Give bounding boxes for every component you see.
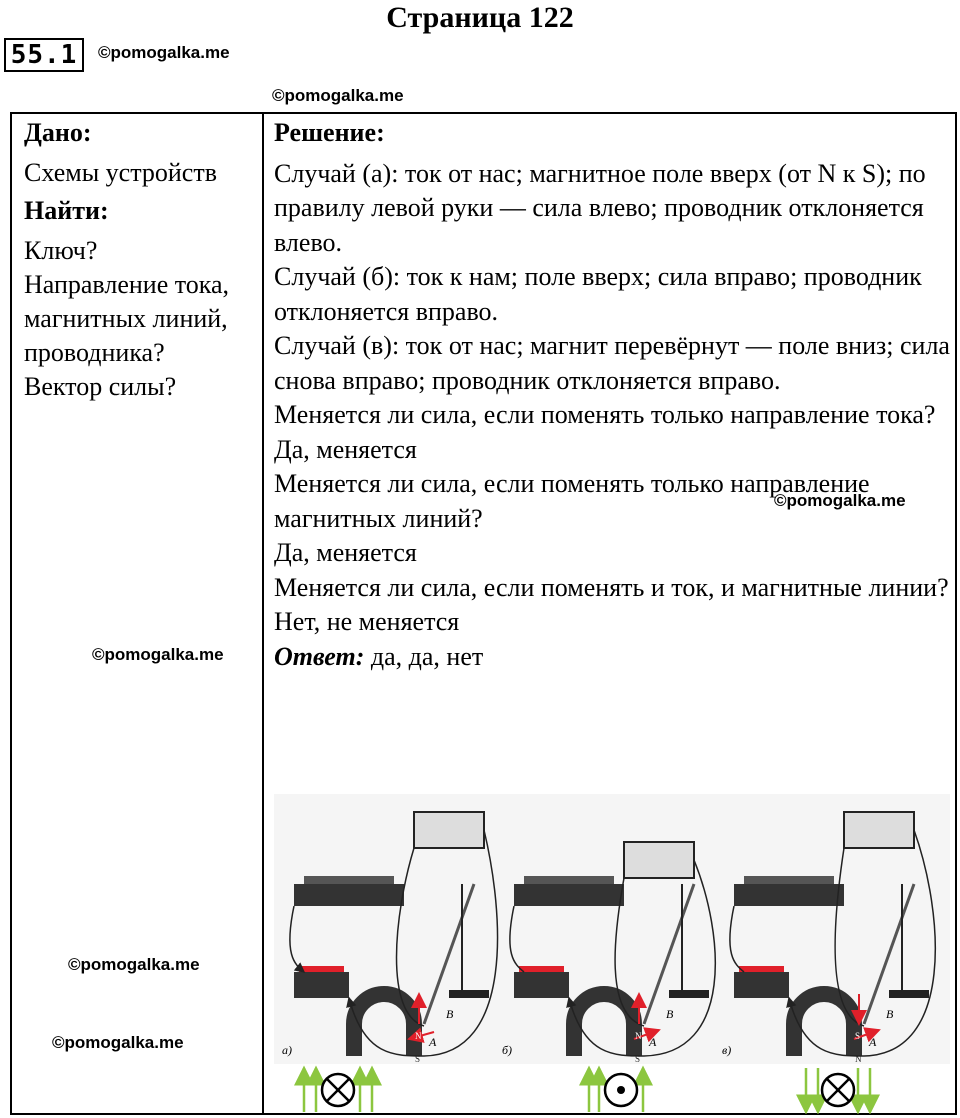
pole-n-label: N xyxy=(635,1031,642,1041)
solution-paragraph: Меняется ли сила, если поменять только направление магнитных линий? xyxy=(274,469,870,533)
panel-label: б) xyxy=(502,1043,513,1057)
solution-heading: Решение: xyxy=(274,118,385,147)
given-column xyxy=(24,116,256,404)
power-supply xyxy=(844,812,914,848)
power-supply xyxy=(624,842,694,878)
task-number: 55.1 xyxy=(4,38,84,72)
solution-paragraph: Случай (а): ток от нас; магнитное поле вверх (от N к S); по правилу левой руки — сила влево; проводник отклоняется влево. xyxy=(274,158,926,257)
point-a-label: A xyxy=(429,1035,437,1049)
symbol-a xyxy=(304,1068,372,1112)
solution-table xyxy=(10,112,957,1115)
solution-paragraph: Случай (в): ток от нас; магнит перевёрнут — поле вниз; сила снова вправо; проводник отклоняется вправо. xyxy=(274,331,950,395)
switch xyxy=(514,972,569,998)
pole-n-label: N xyxy=(415,1031,422,1041)
panel-label: а) xyxy=(282,1043,292,1057)
solution-paragraph: Да, меняется xyxy=(274,538,417,567)
point-b-label: B xyxy=(446,1007,454,1021)
given-text: Схемы устройств xyxy=(24,158,217,187)
watermark: ©pomogalka.me xyxy=(68,955,200,974)
solution-paragraph: Меняется ли сила, если поменять только направление тока? xyxy=(274,400,936,429)
pole-s-label: S xyxy=(415,1054,421,1064)
answer-label: Ответ: xyxy=(274,641,365,671)
switch xyxy=(294,972,349,998)
watermark: ©pomogalka.me xyxy=(272,86,404,105)
rheostat xyxy=(294,884,404,906)
power-supply xyxy=(414,812,484,848)
symbol-b xyxy=(589,1068,643,1112)
solution-paragraph: Нет, не меняется xyxy=(274,607,460,636)
answer-line xyxy=(274,640,954,675)
given-heading: Дано: xyxy=(24,118,92,147)
page-title: Страница 122 xyxy=(386,1,574,34)
switch xyxy=(734,972,789,998)
watermark: ©pomogalka.me xyxy=(92,645,224,664)
watermark: ©pomogalka.me xyxy=(52,1033,184,1052)
find-heading: Найти: xyxy=(24,196,109,225)
rheostat xyxy=(514,884,624,906)
solution-paragraph: Да, меняется xyxy=(274,434,417,464)
point-b-label: B xyxy=(886,1007,894,1021)
find-list xyxy=(24,234,256,404)
solution-column xyxy=(274,116,954,674)
find-item: Направление тока, магнитных линий, проводника? xyxy=(24,270,230,367)
watermark: ©pomogalka.me xyxy=(98,43,230,62)
pole-s-label: S xyxy=(855,1031,861,1041)
point-a-label: A xyxy=(649,1035,657,1049)
experiment-figure xyxy=(274,794,950,1114)
point-a-label: A xyxy=(869,1035,877,1049)
find-item: Ключ? xyxy=(24,236,98,265)
column-divider xyxy=(262,114,264,1113)
solution-body xyxy=(274,157,954,675)
pole-s-label: S xyxy=(635,1054,641,1064)
watermark: ©pomogalka.me xyxy=(774,491,906,510)
solution-paragraph: Меняется ли сила, если поменять и ток, и магнитные линии? xyxy=(274,572,949,602)
pole-n-label: N xyxy=(855,1054,862,1064)
symbol-c xyxy=(806,1068,870,1112)
answer-text: да, да, нет xyxy=(364,641,484,671)
solution-paragraph: Случай (б): ток к нам; поле вверх; сила вправо; проводник отклоняется вправо. xyxy=(274,262,922,326)
rheostat xyxy=(734,884,844,906)
find-item: Вектор силы? xyxy=(24,372,177,401)
point-b-label: B xyxy=(666,1007,674,1021)
panel-label: в) xyxy=(722,1043,732,1057)
